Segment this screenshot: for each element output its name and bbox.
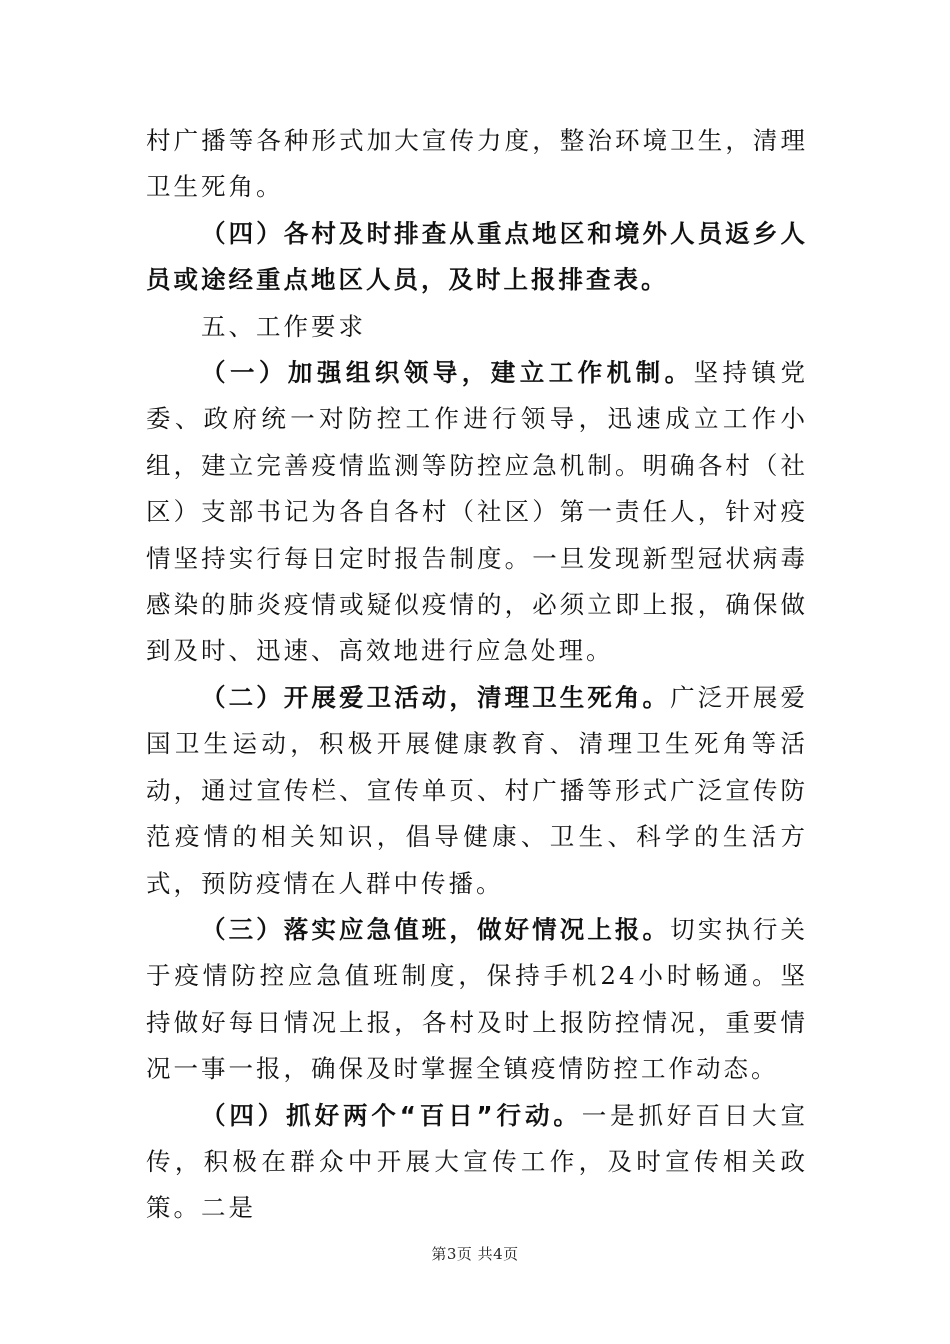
paragraph-requirement-1	[146, 350, 808, 675]
paragraph-lead: （四）抓好两个“百日”行动。	[201, 1100, 582, 1130]
paragraph-item-4-checks	[146, 211, 808, 304]
page-number-label: 第3页 共4页	[431, 1245, 519, 1263]
paragraph-requirement-2	[146, 675, 808, 907]
paragraph-text: 一是抓好百日大宣传，积极在群众中开展大宣传工作，及时宣传相关政策。二是	[146, 1100, 808, 1223]
section-heading-text: 五、工作要求	[201, 311, 366, 341]
paragraph-requirement-4	[146, 1093, 808, 1232]
paragraph-lead: （三）落实应急值班，做好情况上报。	[201, 914, 671, 944]
paragraph-text: 切实执行关于疫情防控应急值班制度，保持手机24小时畅通。坚持做好每日情况上报，各村及时上报防控情况，重要情况一事一报，确保及时掌握全镇疫情防控工作动态。	[146, 914, 809, 1084]
paragraph-lead: （二）开展爱卫活动，清理卫生死角。	[201, 682, 671, 712]
paragraph-requirement-3	[146, 907, 808, 1093]
section-heading-work-requirements	[146, 304, 808, 350]
paragraph-lead: （一）加强组织领导，建立工作机制。	[201, 358, 694, 388]
page-footer	[0, 1243, 950, 1264]
paragraph-continuation	[146, 118, 808, 211]
paragraph-lead: （四）各村及时排查从重点地区和境外人员返乡人员或途经重点地区人员，及时上报排查表。	[146, 218, 808, 295]
paragraph-text: 村广播等各种形式加大宣传力度，整治环境卫生，清理卫生死角。	[146, 126, 808, 202]
paragraph-text: 广泛开展爱国卫生运动，积极开展健康教育、清理卫生死角等活动，通过宣传栏、宣传单页、村广播等形式广泛宣传防范疫情的相关知识，倡导健康、卫生、科学的生活方式，预防疫情在人群中传播。	[146, 682, 809, 898]
paragraph-text: 坚持镇党委、政府统一对防控工作进行领导，迅速成立工作小组，建立完善疫情监测等防控应急机制。明确各村（社区）支部书记为各自各村（社区）第一责任人，针对疫情坚持实行每日定时报告制度。一旦发现新型冠状病毒感染的肺炎疫情或疑似疫情的，必须立即上报，确保做到及时、迅速、高效地进行应急处理。	[146, 358, 809, 666]
document-body	[146, 118, 808, 1232]
